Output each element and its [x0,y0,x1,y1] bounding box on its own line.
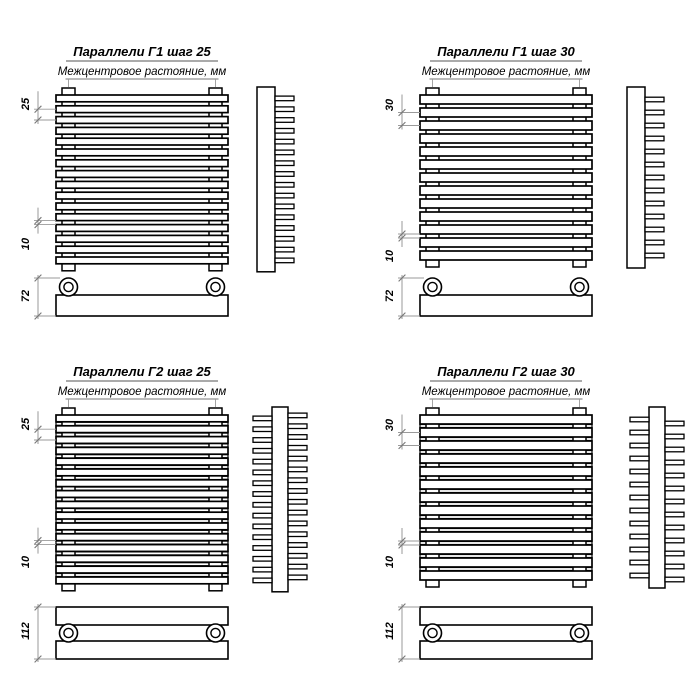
side-tooth-right [288,500,307,505]
side-tooth-left [253,546,272,551]
bar [56,469,228,476]
bar [420,415,592,424]
side-tooth-right [288,575,307,580]
bar [420,186,592,195]
bar [56,480,228,487]
side-tooth-left [630,560,649,565]
side-tooth-right [665,564,684,569]
bar [56,214,228,221]
back-bar [420,438,592,441]
side-tooth-left [630,443,649,448]
side-tooth [275,129,294,134]
back-bar [420,542,592,545]
side-tooth-left [253,503,272,508]
bar [420,545,592,554]
side-tooth-left [630,547,649,552]
dim-step-label: 30 [384,98,396,112]
bar [56,127,228,134]
base-plate-back [56,641,228,659]
pipe-inner-circle [211,628,220,637]
bar [56,138,228,145]
back-bar [420,529,592,532]
side-tooth [275,193,294,198]
back-bar [56,476,228,479]
back-bar [56,541,228,544]
side-tooth-left [253,470,272,475]
side-tooth-right [288,543,307,548]
side-tooth-right [288,532,307,537]
bar [56,566,228,573]
side-tooth [275,258,294,263]
side-tooth-right [288,564,307,569]
side-tooth [275,107,294,112]
dim-step-label: 25 [20,97,32,111]
side-tooth-right [288,413,307,418]
side-tooth-right [665,538,684,543]
side-riser [257,87,275,272]
unit-g1-step25 [20,44,294,319]
bar [56,437,228,444]
bar [420,160,592,169]
side-tooth-right [288,478,307,483]
bar [56,501,228,508]
side-tooth-right [288,521,307,526]
base-plate [420,295,592,316]
back-bar [56,498,228,501]
dim-step-label: 30 [384,418,396,432]
unit-geometry [398,399,684,662]
back-bar [420,568,592,571]
bar [56,181,228,188]
pipe-inner-circle [211,282,220,291]
riser-right [209,408,222,591]
riser-left [62,88,75,271]
back-bar [420,464,592,467]
side-tooth-left [630,456,649,461]
side-tooth-right [288,554,307,559]
side-tooth-left [630,521,649,526]
side-tooth-left [253,557,272,562]
bar [420,571,592,580]
bar [420,454,592,463]
unit-geometry [398,79,664,319]
side-tooth [645,227,664,232]
side-tooth [645,136,664,141]
side-tooth [645,97,664,102]
unit-g2-step30 [384,364,684,662]
side-tooth [275,139,294,144]
back-bar [56,455,228,458]
bar [420,95,592,104]
side-tooth-left [253,481,272,486]
side-tooth [275,96,294,101]
side-tooth-left [253,459,272,464]
side-tooth [275,204,294,209]
side-tooth-left [253,535,272,540]
bar [420,532,592,541]
side-tooth [275,118,294,123]
unit-title: Параллели Г1 шаг 25 [73,44,211,59]
side-tooth [275,150,294,155]
dim-gap-label: 10 [384,555,396,569]
side-riser [272,407,288,592]
pipe-inner-circle [64,628,73,637]
bar [420,441,592,450]
pipe-inner-circle [575,282,584,291]
pipe-inner-circle [575,628,584,637]
side-tooth [645,110,664,115]
bar [56,171,228,178]
bar [420,480,592,489]
bar [56,555,228,562]
back-bar [420,425,592,428]
bar [420,212,592,221]
side-tooth-right [665,525,684,530]
back-bar [420,490,592,493]
side-tooth [645,253,664,258]
side-tooth-right [288,467,307,472]
dim-depth-label: 112 [384,622,396,640]
side-tooth-left [630,482,649,487]
bar [56,545,228,552]
side-tooth [645,123,664,128]
side-tooth-right [665,577,684,582]
unit-subtitle: Межцентровое растояние, мм [57,66,227,78]
bar [56,257,228,264]
bar [420,108,592,117]
base-plate [56,295,228,316]
back-bar [56,444,228,447]
side-tooth-left [630,430,649,435]
base-plate-back [420,641,592,659]
side-tooth-left [253,449,272,454]
side-riser [627,87,645,268]
side-tooth-right [665,473,684,478]
bar [420,173,592,182]
side-tooth-right [288,456,307,461]
side-tooth [275,237,294,242]
side-tooth-left [253,578,272,583]
unit-geometry [34,399,307,662]
dim-depth-label: 112 [20,622,32,640]
bar [56,117,228,124]
bar [56,512,228,519]
side-tooth [645,175,664,180]
bar [56,447,228,454]
side-tooth [275,172,294,177]
bar [420,238,592,247]
bar [420,147,592,156]
side-tooth-right [288,424,307,429]
dim-depth-label: 72 [384,289,396,303]
side-tooth-left [253,438,272,443]
bar [56,235,228,242]
bar [420,558,592,567]
side-tooth [275,247,294,252]
unit-g2-step25 [20,364,307,662]
dim-gap-label: 10 [20,555,32,569]
side-tooth-right [665,434,684,439]
back-bar [56,433,228,436]
unit-title: Параллели Г1 шаг 30 [437,44,575,59]
bar [420,428,592,437]
bar [420,519,592,528]
unit-title: Параллели Г2 шаг 30 [437,364,575,379]
side-tooth-right [665,551,684,556]
unit-title: Параллели Г2 шаг 25 [73,364,211,379]
side-tooth-left [253,567,272,572]
back-bar [56,509,228,512]
side-tooth [275,183,294,188]
dim-depth-label: 72 [20,289,32,303]
unit-subtitle: Межцентровое растояние, мм [421,386,591,398]
side-tooth [275,161,294,166]
bar [56,192,228,199]
bar [56,225,228,232]
side-tooth-left [630,495,649,500]
back-bar [56,422,228,425]
back-bar [420,477,592,480]
side-tooth-left [253,427,272,432]
side-tooth [645,188,664,193]
bar [420,121,592,130]
side-tooth-right [665,499,684,504]
side-tooth-right [665,512,684,517]
side-tooth-left [630,573,649,578]
side-tooth-left [253,416,272,421]
side-tooth-left [630,534,649,539]
side-tooth-right [288,446,307,451]
bar [420,134,592,143]
unit-g1-step30 [384,44,664,319]
side-tooth-right [288,510,307,515]
pipe-inner-circle [428,282,437,291]
side-tooth-left [253,513,272,518]
side-tooth [645,214,664,219]
side-tooth-right [288,435,307,440]
side-tooth [645,149,664,154]
bar [56,523,228,530]
bar [420,493,592,502]
bar [56,203,228,210]
bar [420,467,592,476]
base-plate-front [420,607,592,625]
unit-subtitle: Межцентровое растояние, мм [421,66,591,78]
side-tooth-right [288,489,307,494]
riser-right [209,88,222,271]
side-tooth [645,162,664,167]
back-bar [420,503,592,506]
bar [56,426,228,433]
side-tooth-right [665,447,684,452]
bar [56,160,228,167]
back-bar [56,487,228,490]
bar [420,225,592,234]
unit-geometry [34,79,294,319]
pipe-inner-circle [64,282,73,291]
back-bar [56,552,228,555]
bar [56,246,228,253]
side-tooth [645,201,664,206]
side-tooth [645,240,664,245]
side-tooth-right [665,421,684,426]
side-tooth-right [665,460,684,465]
bar [56,534,228,541]
side-tooth [275,226,294,231]
back-bar [420,555,592,558]
dim-step-label: 25 [20,417,32,431]
back-bar [420,451,592,454]
back-bar [56,530,228,533]
bar [56,149,228,156]
unit-subtitle: Межцентровое растояние, мм [57,386,227,398]
bar [420,506,592,515]
bar [420,199,592,208]
bar [56,106,228,113]
side-tooth-left [630,508,649,513]
base-plate-front [56,607,228,625]
side-tooth-right [665,486,684,491]
bar [56,95,228,102]
riser-left [62,408,75,591]
bar [56,458,228,465]
side-riser [649,407,665,588]
back-bar [56,574,228,577]
back-bar [56,466,228,469]
dim-gap-label: 10 [384,249,396,263]
bar [56,577,228,584]
side-tooth-left [253,492,272,497]
back-bar [56,520,228,523]
side-tooth-left [630,469,649,474]
bar [56,491,228,498]
back-bar [56,563,228,566]
dim-gap-label: 10 [20,237,32,251]
pipe-inner-circle [428,628,437,637]
back-bar [420,516,592,519]
bar [420,251,592,260]
side-tooth-left [630,417,649,422]
bar [56,415,228,422]
side-tooth-left [253,524,272,529]
side-tooth [275,215,294,220]
